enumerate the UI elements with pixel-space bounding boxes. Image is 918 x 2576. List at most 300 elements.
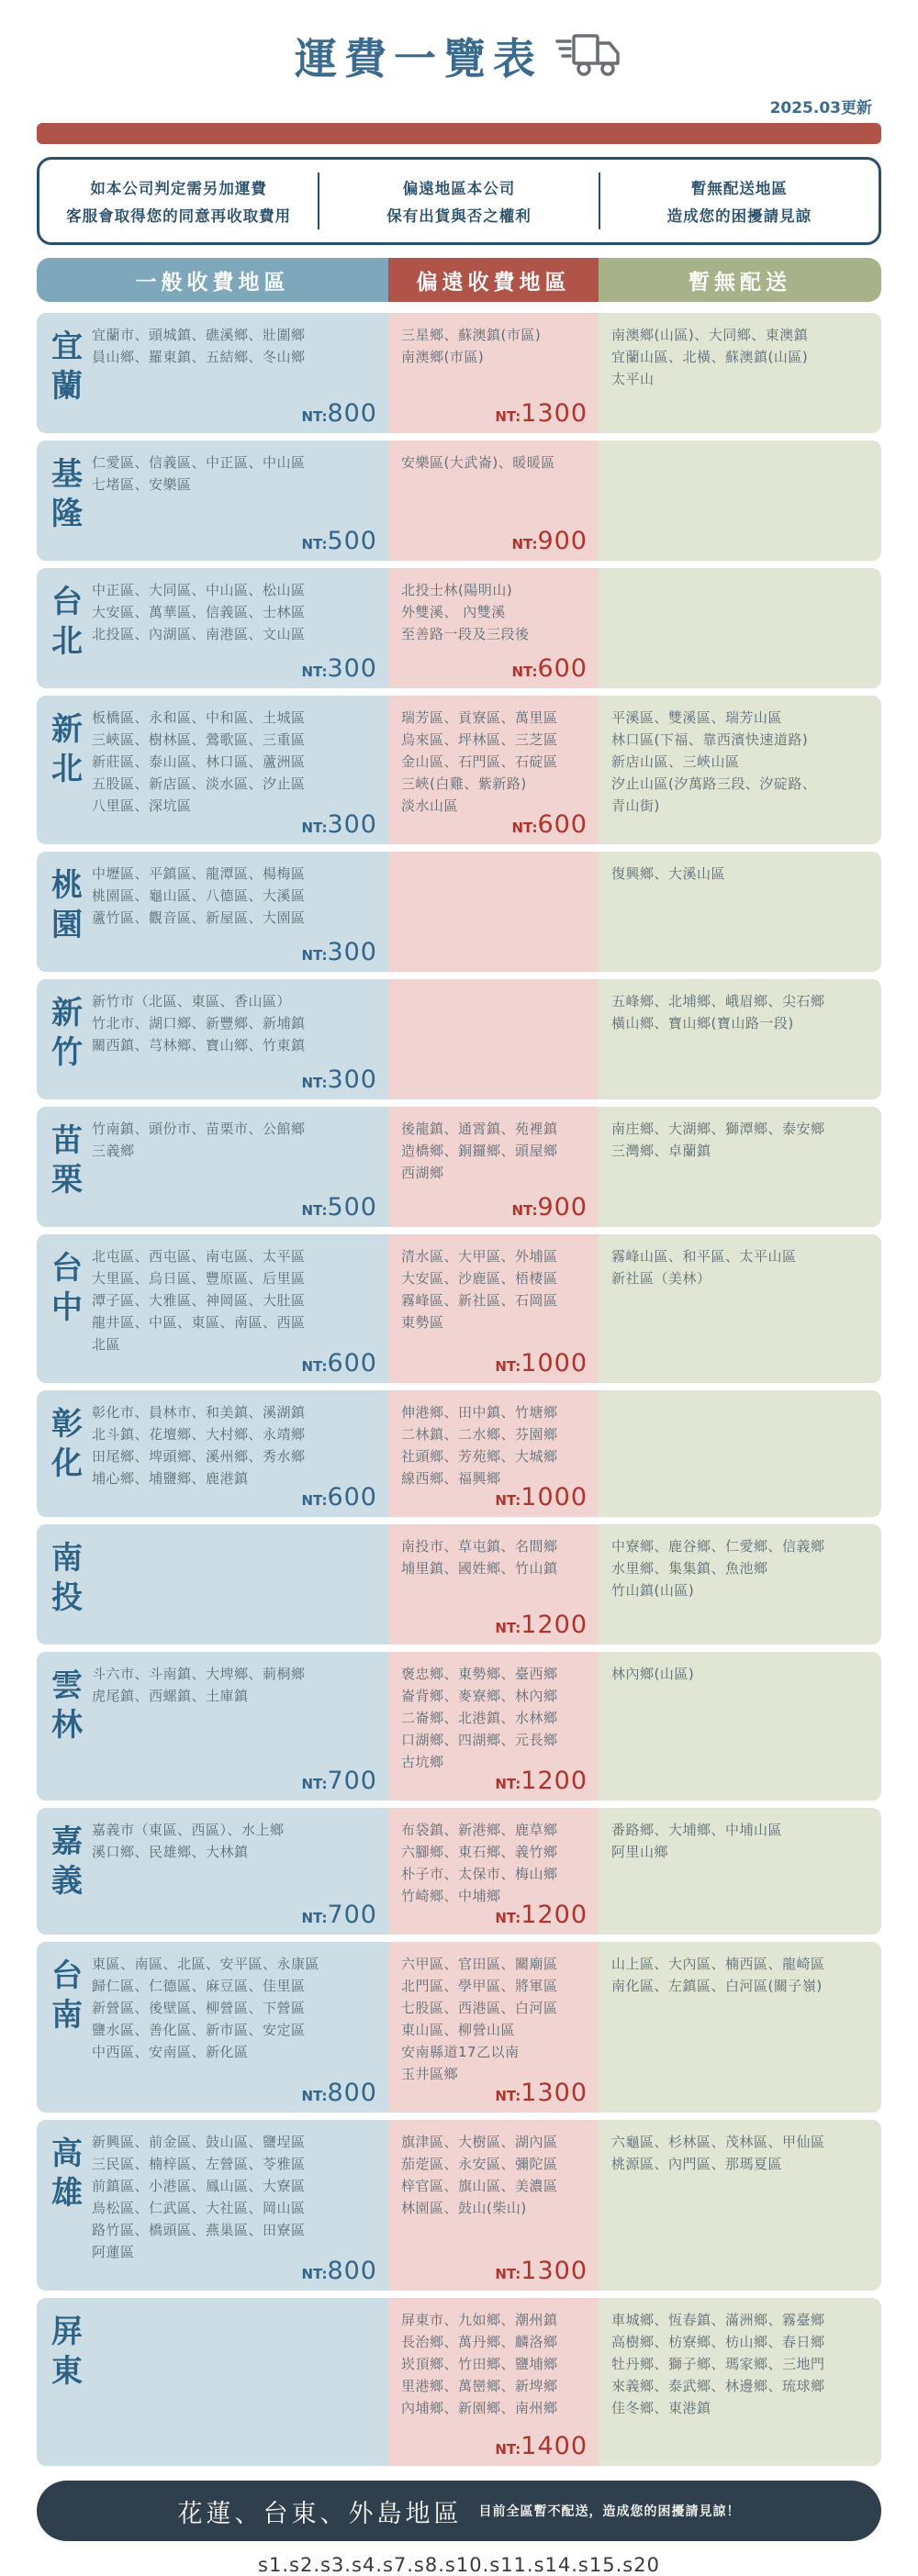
page-header (37, 0, 881, 119)
general-areas (92, 324, 375, 368)
cell-remote (388, 1524, 599, 1645)
currency-prefix: NT: (511, 664, 538, 680)
area-line: 大里區、烏日區、豐原區、后里區 (92, 1270, 306, 1287)
area-line: 里港鄉、萬巒鄉、新埤鄉 (401, 2378, 558, 2394)
general-areas (92, 1663, 375, 1707)
cell-remote (388, 1652, 599, 1801)
area-line: 車城鄉、恆春鎮、滿洲鄉、霧臺鄉 (611, 2312, 825, 2328)
region-char: 雲 (51, 1667, 83, 1704)
currency-prefix: NT: (301, 820, 328, 836)
red-divider-bar (37, 123, 881, 144)
no-delivery-areas (611, 1819, 868, 1863)
area-line: 中西區、安南區、新化區 (92, 2044, 249, 2060)
currency-prefix: NT: (301, 2266, 328, 2282)
general-price (301, 2257, 377, 2285)
area-line: 南澳鄉(山區)、大同鄉、東澳鎮 (611, 327, 809, 343)
region-char: 投 (51, 1578, 83, 1616)
currency-prefix: NT: (301, 1492, 328, 1509)
area-line: 清水區、大甲區、外埔區 (401, 1248, 558, 1265)
cell-no-delivery (599, 1524, 881, 1645)
area-line: 歸仁區、仁德區、麻豆區、佳里區 (92, 1978, 306, 1994)
region-name (46, 1118, 88, 1199)
area-line: 新竹市（北區、東區、香山區） (92, 993, 292, 1009)
area-line: 新興區、前金區、鼓山區、鹽埕區 (92, 2134, 306, 2150)
area-line: 鹽水區、善化區、新市區、安定區 (92, 2022, 306, 2038)
remote-price (495, 2432, 588, 2460)
no-delivery-areas (611, 2131, 868, 2175)
region-char: 化 (51, 1444, 83, 1482)
area-line: 崁頂鄉、竹田鄉、鹽埔鄉 (401, 2356, 558, 2372)
cell-general (37, 1107, 388, 1227)
region-char: 義 (51, 1862, 83, 1900)
area-line: 三星鄉、蘇澳鎮(市區) (401, 327, 542, 343)
area-line: 伸港鄉、田中鎮、竹塘鄉 (401, 1404, 558, 1421)
region-char: 隆 (51, 495, 83, 532)
general-price (301, 1767, 377, 1795)
area-line: 中壢區、平鎮區、龍潭區、楊梅區 (92, 865, 306, 882)
cell-general-body (92, 1663, 375, 1773)
cell-general (37, 2298, 388, 2466)
no-delivery-areas (611, 1245, 868, 1289)
area-line: 北投區、內湖區、南港區、文山區 (92, 626, 306, 642)
currency-prefix: NT: (495, 1910, 521, 1926)
remote-price (495, 399, 588, 428)
area-line: 仁愛區、信義區、中正區、中山區 (92, 454, 306, 471)
price-value: 1200 (521, 1901, 588, 1929)
cell-general-body (92, 990, 375, 1072)
cell-general-body (92, 707, 375, 817)
general-price (301, 1901, 377, 1929)
area-line: 屏東市、九如鄉、潮州鎮 (401, 2312, 558, 2328)
area-line: 三民區、楠梓區、左營區、苓雅區 (92, 2156, 306, 2172)
area-line: 宜蘭山區、北橫、蘇澳鎮(山區) (611, 349, 809, 365)
area-line: 關西鎮、芎林鄉、寶山鄉、竹東鎮 (92, 1037, 306, 1054)
no-delivery-areas (611, 990, 868, 1034)
area-line: 佳冬鄉、東港鎮 (611, 2400, 711, 2416)
area-line: 崙背鄉、麥寮鄉、林內鄉 (401, 1688, 558, 1704)
area-line: 番路鄉、大埔鄉、中埔山區 (611, 1822, 783, 1838)
area-line: 後龍鎮、通霄鎮、苑裡鎮 (401, 1121, 558, 1137)
cell-general (37, 1808, 388, 1935)
currency-prefix: NT: (495, 1492, 521, 1509)
region-row (37, 979, 881, 1099)
currency-prefix: NT: (495, 1776, 521, 1792)
remote-areas (401, 1819, 586, 1907)
region-char: 桃 (51, 867, 83, 904)
area-line: 南澳鄉(市區) (401, 349, 485, 365)
area-line: 板橋區、永和區、中和區、土城區 (92, 709, 306, 726)
remote-areas (401, 1953, 586, 2085)
region-name (46, 1953, 88, 2085)
area-line: 竹北市、湖口鄉、新豐鄉、新埔鎮 (92, 1015, 306, 1032)
remote-areas (401, 579, 586, 645)
area-line: 高樹鄉、枋寮鄉、枋山鄉、春日鄉 (611, 2334, 825, 2350)
area-line: 茄萣區、永安區、彌陀區 (401, 2156, 558, 2172)
area-line: 復興鄉、大溪山區 (611, 865, 726, 882)
price-value: 600 (327, 1483, 377, 1511)
general-price (301, 527, 377, 555)
area-line: 北投士林(陽明山) (401, 582, 513, 598)
area-line: 大安區、萬華區、信義區、士林區 (92, 604, 306, 620)
area-line: 新莊區、泰山區、林口區、蘆洲區 (92, 753, 306, 770)
cell-general-body (92, 863, 375, 944)
footer-regions: 花蓮、台東、外島地區 (177, 2499, 463, 2528)
area-line: 新社區（美林） (611, 1270, 711, 1287)
currency-prefix: NT: (495, 408, 521, 425)
currency-prefix: NT: (301, 536, 328, 552)
area-line: 來義鄉、泰武鄉、林邊鄉、琉球鄉 (611, 2378, 825, 2394)
area-line: 淡水山區 (401, 797, 459, 814)
region-char: 屏 (51, 2314, 83, 2350)
region-row (37, 1652, 881, 1801)
area-line: 溪口鄉、民雄鄉、大林鎮 (92, 1844, 249, 1860)
remote-price (495, 1483, 588, 1511)
region-name (46, 1819, 88, 1907)
general-price (301, 1065, 377, 1094)
no-delivery-areas (611, 324, 868, 390)
cell-remote (388, 1808, 599, 1935)
region-char: 北 (51, 622, 83, 660)
region-name (46, 452, 88, 533)
general-price (301, 2079, 377, 2107)
area-line: 林口區(下福、靠西濱快速道路) (611, 731, 809, 748)
region-char: 台 (51, 584, 83, 620)
area-line: 阿里山鄉 (611, 1844, 669, 1860)
remote-areas (401, 2309, 586, 2419)
no-delivery-areas (611, 1118, 868, 1162)
region-char: 南 (51, 1540, 83, 1577)
area-line: 新營區、後壁區、柳營區、下營區 (92, 2000, 306, 2016)
area-line: 桃園區、龜山區、八德區、大溪區 (92, 887, 306, 904)
region-row (37, 1390, 881, 1517)
area-line: 青山街) (611, 797, 660, 814)
general-price (301, 810, 377, 839)
cell-general (37, 1234, 388, 1383)
price-value: 600 (537, 810, 588, 839)
region-row (37, 568, 881, 688)
remote-price (511, 810, 588, 839)
cell-general (37, 1652, 388, 1801)
cell-remote (388, 1390, 599, 1517)
currency-prefix: NT: (495, 2088, 521, 2104)
cell-no-delivery (599, 313, 881, 433)
remote-areas (401, 452, 586, 474)
cell-general (37, 568, 388, 688)
area-line: 斗六市、斗南鎮、大埤鄉、莿桐鄉 (92, 1666, 306, 1682)
no-delivery-areas (611, 1953, 868, 1997)
update-date: 2025.03更新 (769, 99, 872, 117)
remote-price (511, 1193, 588, 1221)
general-areas (92, 1819, 375, 1863)
cell-remote (388, 440, 599, 561)
area-line: 布袋鎮、新港鄉、鹿草鄉 (401, 1822, 558, 1838)
region-char: 雄 (51, 2174, 83, 2212)
area-line: 三峽區、樹林區、鶯歌區、三重區 (92, 731, 306, 748)
currency-prefix: NT: (495, 1620, 521, 1636)
remote-areas (401, 1663, 586, 1773)
cell-remote (388, 2120, 599, 2291)
cell-remote (388, 1107, 599, 1227)
region-name (46, 990, 88, 1072)
notice-surcharge (39, 173, 318, 229)
area-line: 玉井區鄉 (401, 2066, 459, 2082)
area-line: 東勢區 (401, 1314, 444, 1331)
area-line: 三峽(白雞、紫新路) (401, 775, 527, 792)
remote-areas (401, 1245, 586, 1333)
region-row (37, 1524, 881, 1645)
area-line: 烏來區、坪林區、三芝區 (401, 731, 558, 748)
area-line: 南投市、草屯鎮、名間鄉 (401, 1538, 558, 1555)
price-value: 500 (327, 527, 377, 555)
column-header-remote: 偏遠收費地區 (388, 258, 599, 302)
cell-no-delivery (599, 1652, 881, 1801)
area-line: 口湖鄉、四湖鄉、元長鄉 (401, 1732, 558, 1748)
cell-general-body (92, 1118, 375, 1199)
region-char: 東 (51, 2352, 83, 2390)
region-char: 中 (51, 1288, 83, 1326)
area-line: 平溪區、雙溪區、瑞芳山區 (611, 709, 783, 726)
remote-areas (401, 2131, 586, 2219)
area-line: 造橋鄉、銅鑼鄉、頭屋鄉 (401, 1143, 558, 1159)
region-name (46, 707, 88, 817)
region-row (37, 1808, 881, 1935)
area-line: 安南縣道17乙以南 (401, 2044, 520, 2060)
cell-general (37, 440, 388, 561)
area-line: 彰化市、員林市、和美鎮、溪湖鎮 (92, 1404, 306, 1421)
no-delivery-areas (611, 707, 868, 817)
area-line: 汐止山區(汐萬路三段、汐碇路、 (611, 775, 817, 792)
cell-remote (388, 568, 599, 688)
price-value: 300 (327, 810, 377, 839)
currency-prefix: NT: (495, 1358, 521, 1375)
currency-prefix: NT: (495, 2441, 521, 2458)
cell-general (37, 852, 388, 972)
general-areas (92, 2131, 375, 2263)
currency-prefix: NT: (301, 1075, 328, 1091)
region-row (37, 852, 881, 972)
general-areas (92, 1118, 375, 1162)
remote-areas (401, 324, 586, 368)
area-line: 霧峰山區、和平區、太平山區 (611, 1248, 797, 1265)
no-delivery-areas (611, 2309, 868, 2419)
region-name (46, 579, 88, 661)
price-value: 500 (327, 1193, 377, 1221)
area-line: 中寮鄉、鹿谷鄉、仁愛鄉、信義鄉 (611, 1538, 825, 1555)
area-line: 潭子區、大雅區、神岡區、大肚區 (92, 1292, 306, 1309)
remote-price (495, 1767, 588, 1795)
no-delivery-areas (611, 1663, 868, 1685)
area-line: 五峰鄉、北埔鄉、峨眉鄉、尖石鄉 (611, 993, 825, 1009)
region-name (46, 324, 88, 406)
area-line: 宜蘭市、頭城鎮、礁溪鄉、壯圍鄉 (92, 327, 306, 343)
area-line: 內埔鄉、新園鄉、南州鄉 (401, 2400, 558, 2416)
general-areas (92, 579, 375, 645)
area-line: 員山鄉、羅東鎮、五結鄉、冬山鄉 (92, 349, 306, 365)
remote-price (495, 1611, 588, 1639)
area-line: 竹南鎮、頭份市、苗栗市、公館鄉 (92, 1121, 306, 1137)
region-row (37, 313, 881, 433)
notice-line: 偏遠地區本公司 (402, 180, 516, 197)
area-line: 七股區、西港區、白河區 (401, 2000, 558, 2016)
cell-no-delivery (599, 1390, 881, 1517)
area-line: 五股區、新店區、淡水區、汐止區 (92, 775, 306, 792)
currency-prefix: NT: (495, 2266, 521, 2282)
region-char: 基 (51, 456, 83, 493)
region-row (37, 1942, 881, 2113)
price-value: 1000 (521, 1349, 588, 1377)
area-line: 長治鄉、萬丹鄉、麟洛鄉 (401, 2334, 558, 2350)
region-char: 台 (51, 1957, 83, 1994)
remote-areas (401, 707, 586, 817)
area-line: 阿蓮區 (92, 2244, 135, 2260)
remote-areas (401, 1535, 586, 1579)
region-row (37, 440, 881, 561)
notice-line: 如本公司判定需另加運費 (90, 180, 267, 197)
area-line: 竹崎鄉、中埔鄉 (401, 1888, 501, 1904)
cell-no-delivery (599, 979, 881, 1099)
area-line: 北斗鎮、花壇鄉、大村鄉、永靖鄉 (92, 1426, 306, 1443)
remote-price (495, 2257, 588, 2285)
area-line: 旗津區、大樹區、湖內區 (401, 2134, 558, 2150)
region-char: 新 (51, 711, 83, 748)
cell-no-delivery (599, 1808, 881, 1935)
currency-prefix: NT: (301, 2088, 328, 2104)
footer-banner (37, 2481, 881, 2541)
region-name (46, 1245, 88, 1355)
column-headers (37, 258, 881, 302)
cell-general-body (92, 1953, 375, 2085)
general-areas (92, 1401, 375, 1489)
general-price (301, 654, 377, 683)
cell-remote (388, 1234, 599, 1383)
cell-general-body (92, 1245, 375, 1355)
area-line: 梓官區、旗山區、美濃區 (401, 2178, 558, 2194)
area-line: 安樂區(大武崙)、暖暖區 (401, 454, 555, 471)
region-char: 林 (51, 1706, 83, 1744)
region-name (46, 2309, 88, 2438)
area-line: 七堵區、安樂區 (92, 476, 192, 493)
region-row (37, 2298, 881, 2466)
region-char: 宜 (51, 329, 83, 365)
remote-price (495, 1349, 588, 1377)
cell-general (37, 1942, 388, 2113)
price-value: 1300 (521, 399, 588, 428)
remote-price (511, 527, 588, 555)
cell-general (37, 1524, 388, 1645)
general-areas (92, 452, 375, 496)
currency-prefix: NT: (301, 1202, 328, 1219)
area-line: 林園區、鼓山(柴山) (401, 2200, 527, 2216)
area-line: 龍井區、中區、東區、南區、西區 (92, 1314, 306, 1331)
notice-line: 客服會取得您的同意再收取費用 (66, 207, 292, 225)
area-line: 霧峰區、新社區、石岡區 (401, 1292, 558, 1309)
region-name (46, 1535, 88, 1617)
price-value: 1000 (521, 1483, 588, 1511)
area-line: 二崙鄉、北港鎮、水林鄉 (401, 1710, 558, 1726)
price-value: 1400 (521, 2432, 588, 2460)
area-line: 嘉義市（東區、西區）、水上鄉 (92, 1822, 285, 1838)
no-delivery-areas (611, 863, 868, 885)
cell-general (37, 979, 388, 1099)
area-line: 田尾鄉、埤頭鄉、溪州鄉、秀水鄉 (92, 1448, 306, 1465)
no-delivery-areas (611, 1535, 868, 1601)
area-line: 三義鄉 (92, 1143, 135, 1159)
footer-note: 目前全區暫不配送，造成您的困擾請見諒！ (478, 2504, 741, 2519)
currency-prefix: NT: (301, 1910, 328, 1926)
area-line: 林內鄉(山區) (611, 1666, 695, 1682)
cell-no-delivery (599, 1107, 881, 1227)
general-price (301, 399, 377, 428)
area-line: 朴子市、太保市、梅山鄉 (401, 1866, 558, 1882)
region-char: 台 (51, 1250, 83, 1287)
cell-remote (388, 979, 599, 1099)
notice-box (37, 157, 881, 245)
cell-no-delivery (599, 696, 881, 844)
area-line: 牡丹鄉、獅子鄉、瑪家鄉、三地門 (611, 2356, 825, 2372)
currency-prefix: NT: (511, 536, 538, 552)
region-char: 園 (51, 906, 83, 943)
currency-prefix: NT: (301, 408, 328, 425)
cell-general (37, 696, 388, 844)
area-line: 北屯區、西屯區、南屯區、太平區 (92, 1248, 306, 1265)
price-value: 800 (327, 2257, 377, 2285)
area-line: 虎尾鎮、西螺鎮、土庫鎮 (92, 1688, 249, 1704)
truck-icon (555, 30, 623, 82)
area-line: 南化區、左鎮區、白河區(關子嶺) (611, 1978, 823, 1994)
cell-remote (388, 2298, 599, 2466)
area-line: 中正區、大同區、中山區、松山區 (92, 582, 306, 598)
region-row (37, 696, 881, 844)
price-value: 900 (537, 1193, 588, 1221)
area-line: 桃源區、內門區、那瑪夏區 (611, 2156, 783, 2172)
cell-general-body (92, 324, 375, 406)
notice-no-delivery (599, 173, 879, 229)
price-value: 300 (327, 1065, 377, 1094)
area-line: 鳥松區、仁武區、大社區、岡山區 (92, 2200, 306, 2216)
cell-general-body (92, 1401, 375, 1489)
general-areas (92, 1245, 375, 1355)
region-char: 嘉 (51, 1823, 83, 1860)
price-value: 1200 (521, 1767, 588, 1795)
region-char: 新 (51, 995, 83, 1032)
area-line: 南庄鄉、大湖鄉、獅潭鄉、泰安鄉 (611, 1121, 825, 1137)
area-line: 西湖鄉 (401, 1165, 444, 1181)
area-line: 至善路一段及三段後 (401, 626, 530, 642)
column-header-none: 暫無配送 (599, 258, 881, 302)
area-line: 褒忠鄉、東勢鄉、臺西鄉 (401, 1666, 558, 1682)
area-line: 竹山鎮(山區) (611, 1582, 695, 1599)
area-line: 太平山 (611, 371, 655, 387)
region-name (46, 863, 88, 944)
remote-price (495, 2079, 588, 2107)
remote-areas (401, 1118, 586, 1184)
general-areas (92, 863, 375, 929)
notice-line: 造成您的困擾請見諒 (666, 207, 812, 225)
general-price (301, 938, 377, 966)
region-row (37, 2120, 881, 2291)
region-row (37, 1234, 881, 1383)
cell-general (37, 313, 388, 433)
bottom-caption: s1.s2.s3.s4.s7.s8.s10.s11.s14.s15.s20 (258, 2554, 660, 2576)
area-line: 二林鎮、二水鄉、芬園鄉 (401, 1426, 558, 1443)
region-name (46, 1401, 88, 1489)
area-line: 埔心鄉、埔鹽鄉、鹿港鎮 (92, 1470, 249, 1487)
cell-general-body (92, 452, 375, 533)
region-row (37, 1107, 881, 1227)
region-char: 彰 (51, 1406, 83, 1443)
currency-prefix: NT: (301, 664, 328, 680)
notice-line: 保有出貨與否之權利 (386, 207, 532, 225)
